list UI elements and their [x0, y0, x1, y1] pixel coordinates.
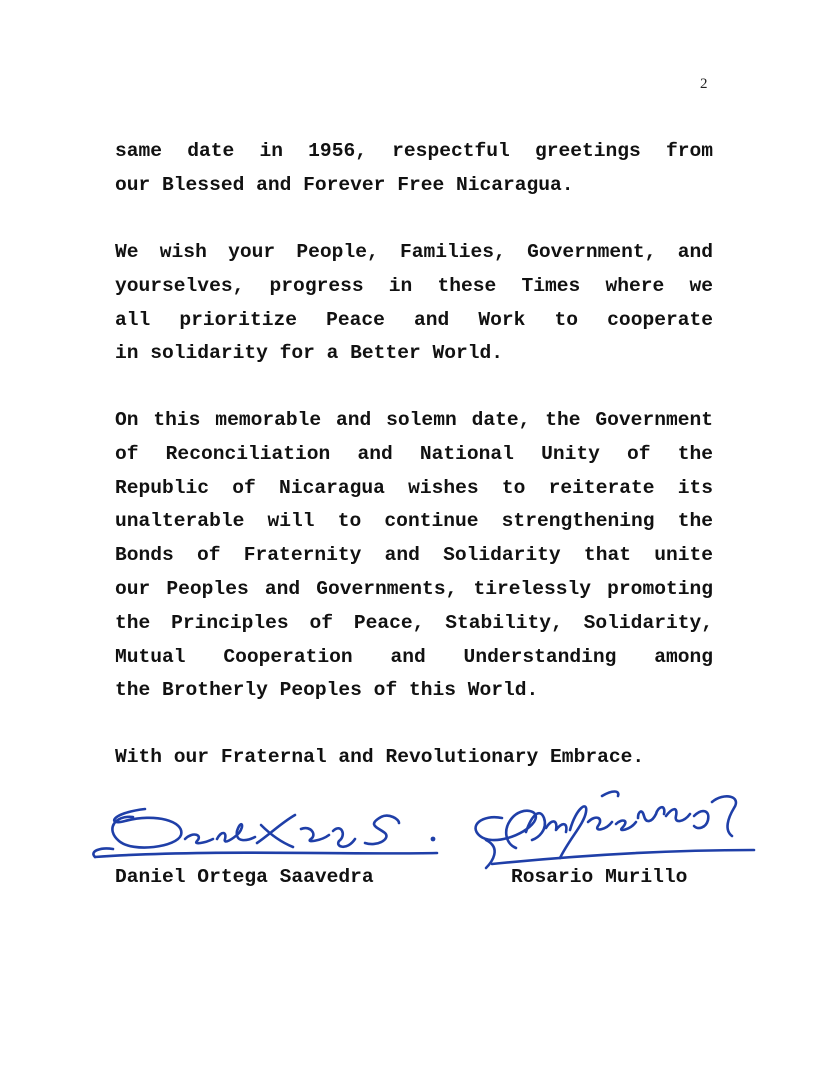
text-line: same date in 1956, respectful greetings from: [115, 140, 713, 162]
text-line: our Blessed and Forever Free Nicaragua.: [115, 173, 574, 196]
page-number: 2: [700, 76, 708, 92]
signatory-name-left: Daniel Ortega Saavedra: [115, 866, 374, 888]
text-line: the Principles of Peace, Stability, Solidarity,: [115, 611, 713, 634]
text-line: Bonds of Fraternity and Solidarity that unite: [115, 544, 713, 567]
text-line: the Brotherly Peoples of this World.: [115, 679, 539, 702]
text-line: in solidarity for a Better World.: [115, 342, 504, 365]
text-line: unalterable will to continue strengthening the: [115, 510, 713, 533]
paragraph-2: [115, 236, 713, 371]
text-line: On this memorable and solemn date, the Government: [115, 409, 713, 431]
signatory-name-right: Rosario Murillo: [511, 866, 688, 888]
text-line: Mutual Cooperation and Understanding among: [115, 645, 713, 668]
text-line: We wish your People, Families, Government, and: [115, 241, 713, 263]
paragraph-3: [115, 404, 713, 708]
text-line: yourselves, progress in these Times where we: [115, 274, 713, 297]
text-line: all prioritize Peace and Work to cooperate: [115, 308, 713, 331]
paragraph-1: [115, 135, 713, 203]
signature-left: [85, 795, 455, 875]
text-line: of Reconciliation and National Unity of the: [115, 442, 713, 465]
closing-line: [115, 741, 713, 775]
text-line: Republic of Nicaragua wishes to reiterate its: [115, 476, 713, 499]
text-line: With our Fraternal and Revolutionary Embrace.: [115, 746, 645, 768]
text-line: our Peoples and Governments, tirelessly promoting: [115, 577, 713, 600]
